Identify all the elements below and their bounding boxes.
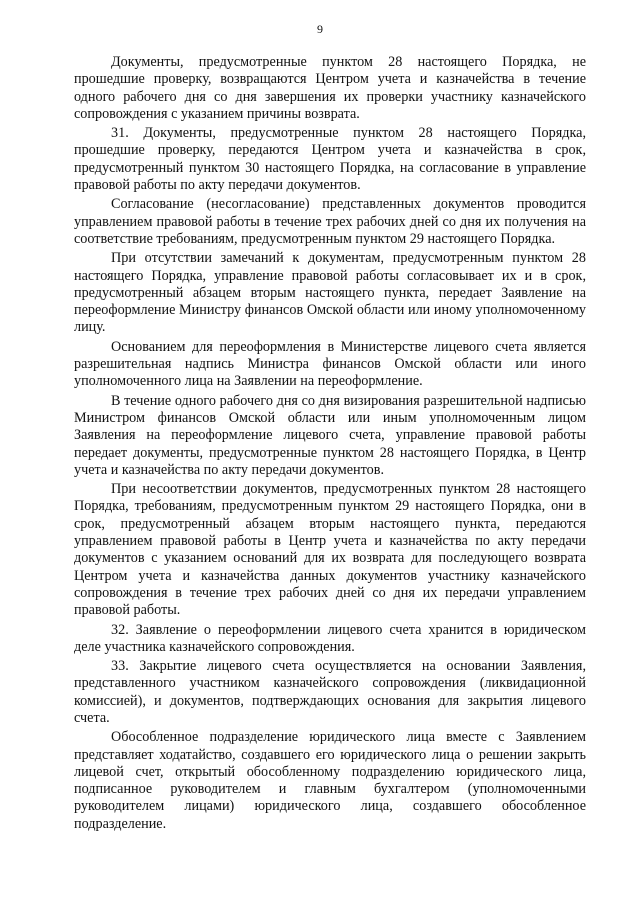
paragraph-approval-term: Согласование (несогласование) представленных документов проводится управлением правовой работы в течение трех рабочих дней со дня их получения на соответствие требованиям, предусмотренным пунктом 29 настоящего Порядка. <box>74 196 586 247</box>
page-number: 9 <box>317 22 323 36</box>
paragraph-clause-31: 31. Документы, предусмотренные пунктом 28 настоящего Порядка, прошедшие проверку, передаются Центром учета и казначейства в срок, предусмотренный пунктом 30 настоящего Порядка, на согласование в управление правовой работы по акту передачи документов. <box>74 125 586 194</box>
document-body <box>74 54 586 833</box>
paragraph-nonconformity: При несоответствии документов, предусмотренных пунктом 28 настоящего Порядка, требованиям, предусмотренным пунктом 29 настоящего Порядка, они в срок, предусмотренный абзацем вторым настоящего пункта, передаются управлением правовой работы в Центр учета и казначейства по акту передачи документов с указанием оснований для их возврата для последующего возврата Центром учета и казначейства данных документов участнику казначейского сопровождения в течение трех рабочих дней со дня их передачи управлением правовой работы. <box>74 481 586 619</box>
paragraph-transfer-after-visa: В течение одного рабочего дня со дня визирования разрешительной надписью Министром финансов Омской области или иным уполномоченным лицом Заявления на переоформление лицевого счета, управление правовой работы передает документы, предусмотренные пунктом 28 настоящего Порядка, в Центр учета и казначейства по акту передачи документов. <box>74 392 586 478</box>
paragraph-reissue-basis: Основанием для переоформления в Министерстве лицевого счета является разрешительная надпись Министра финансов Омской области или иного уполномоченного лица на Заявлении на переоформление. <box>74 338 586 390</box>
paragraph-separate-division: Обособленное подразделение юридического лица вместе с Заявлением представляет ходатайство, создавшего его юридического лица о решении закрыть лицевой счет, открытый обособленному подразделению юридического лица, подписанное руководителем и главным бухгалтером (уполномоченными руководителем лицами) юридического лица, создавшего обособленное подразделение. <box>74 729 586 832</box>
paragraph-clause-32: 32. Заявление о переоформлении лицевого счета хранится в юридическом деле участника казначейского сопровождения. <box>74 621 586 655</box>
paragraph-clause-33: 33. Закрытие лицевого счета осуществляется на основании Заявления, представленного участником казначейского сопровождения (ликвидационной комиссией), и документов, подтверждающих основания для закрытия лицевого счета. <box>74 658 586 726</box>
paragraph-returned-documents: Документы, предусмотренные пунктом 28 настоящего Порядка, не прошедшие проверку, возвращаются Центром учета и казначейства в течение одного рабочего дня со дня завершения их проверки участнику казначейского сопровождения с указанием причины возврата. <box>74 54 586 122</box>
paragraph-no-remarks: При отсутствии замечаний к документам, предусмотренным пунктом 28 настоящего Порядка, управление правовой работы согласовывает их и в срок, предусмотренный абзацем вторым настоящего пункта, передает Заявление на переоформление Министру финансов Омской области или иному уполномоченному лицу. <box>74 250 586 336</box>
